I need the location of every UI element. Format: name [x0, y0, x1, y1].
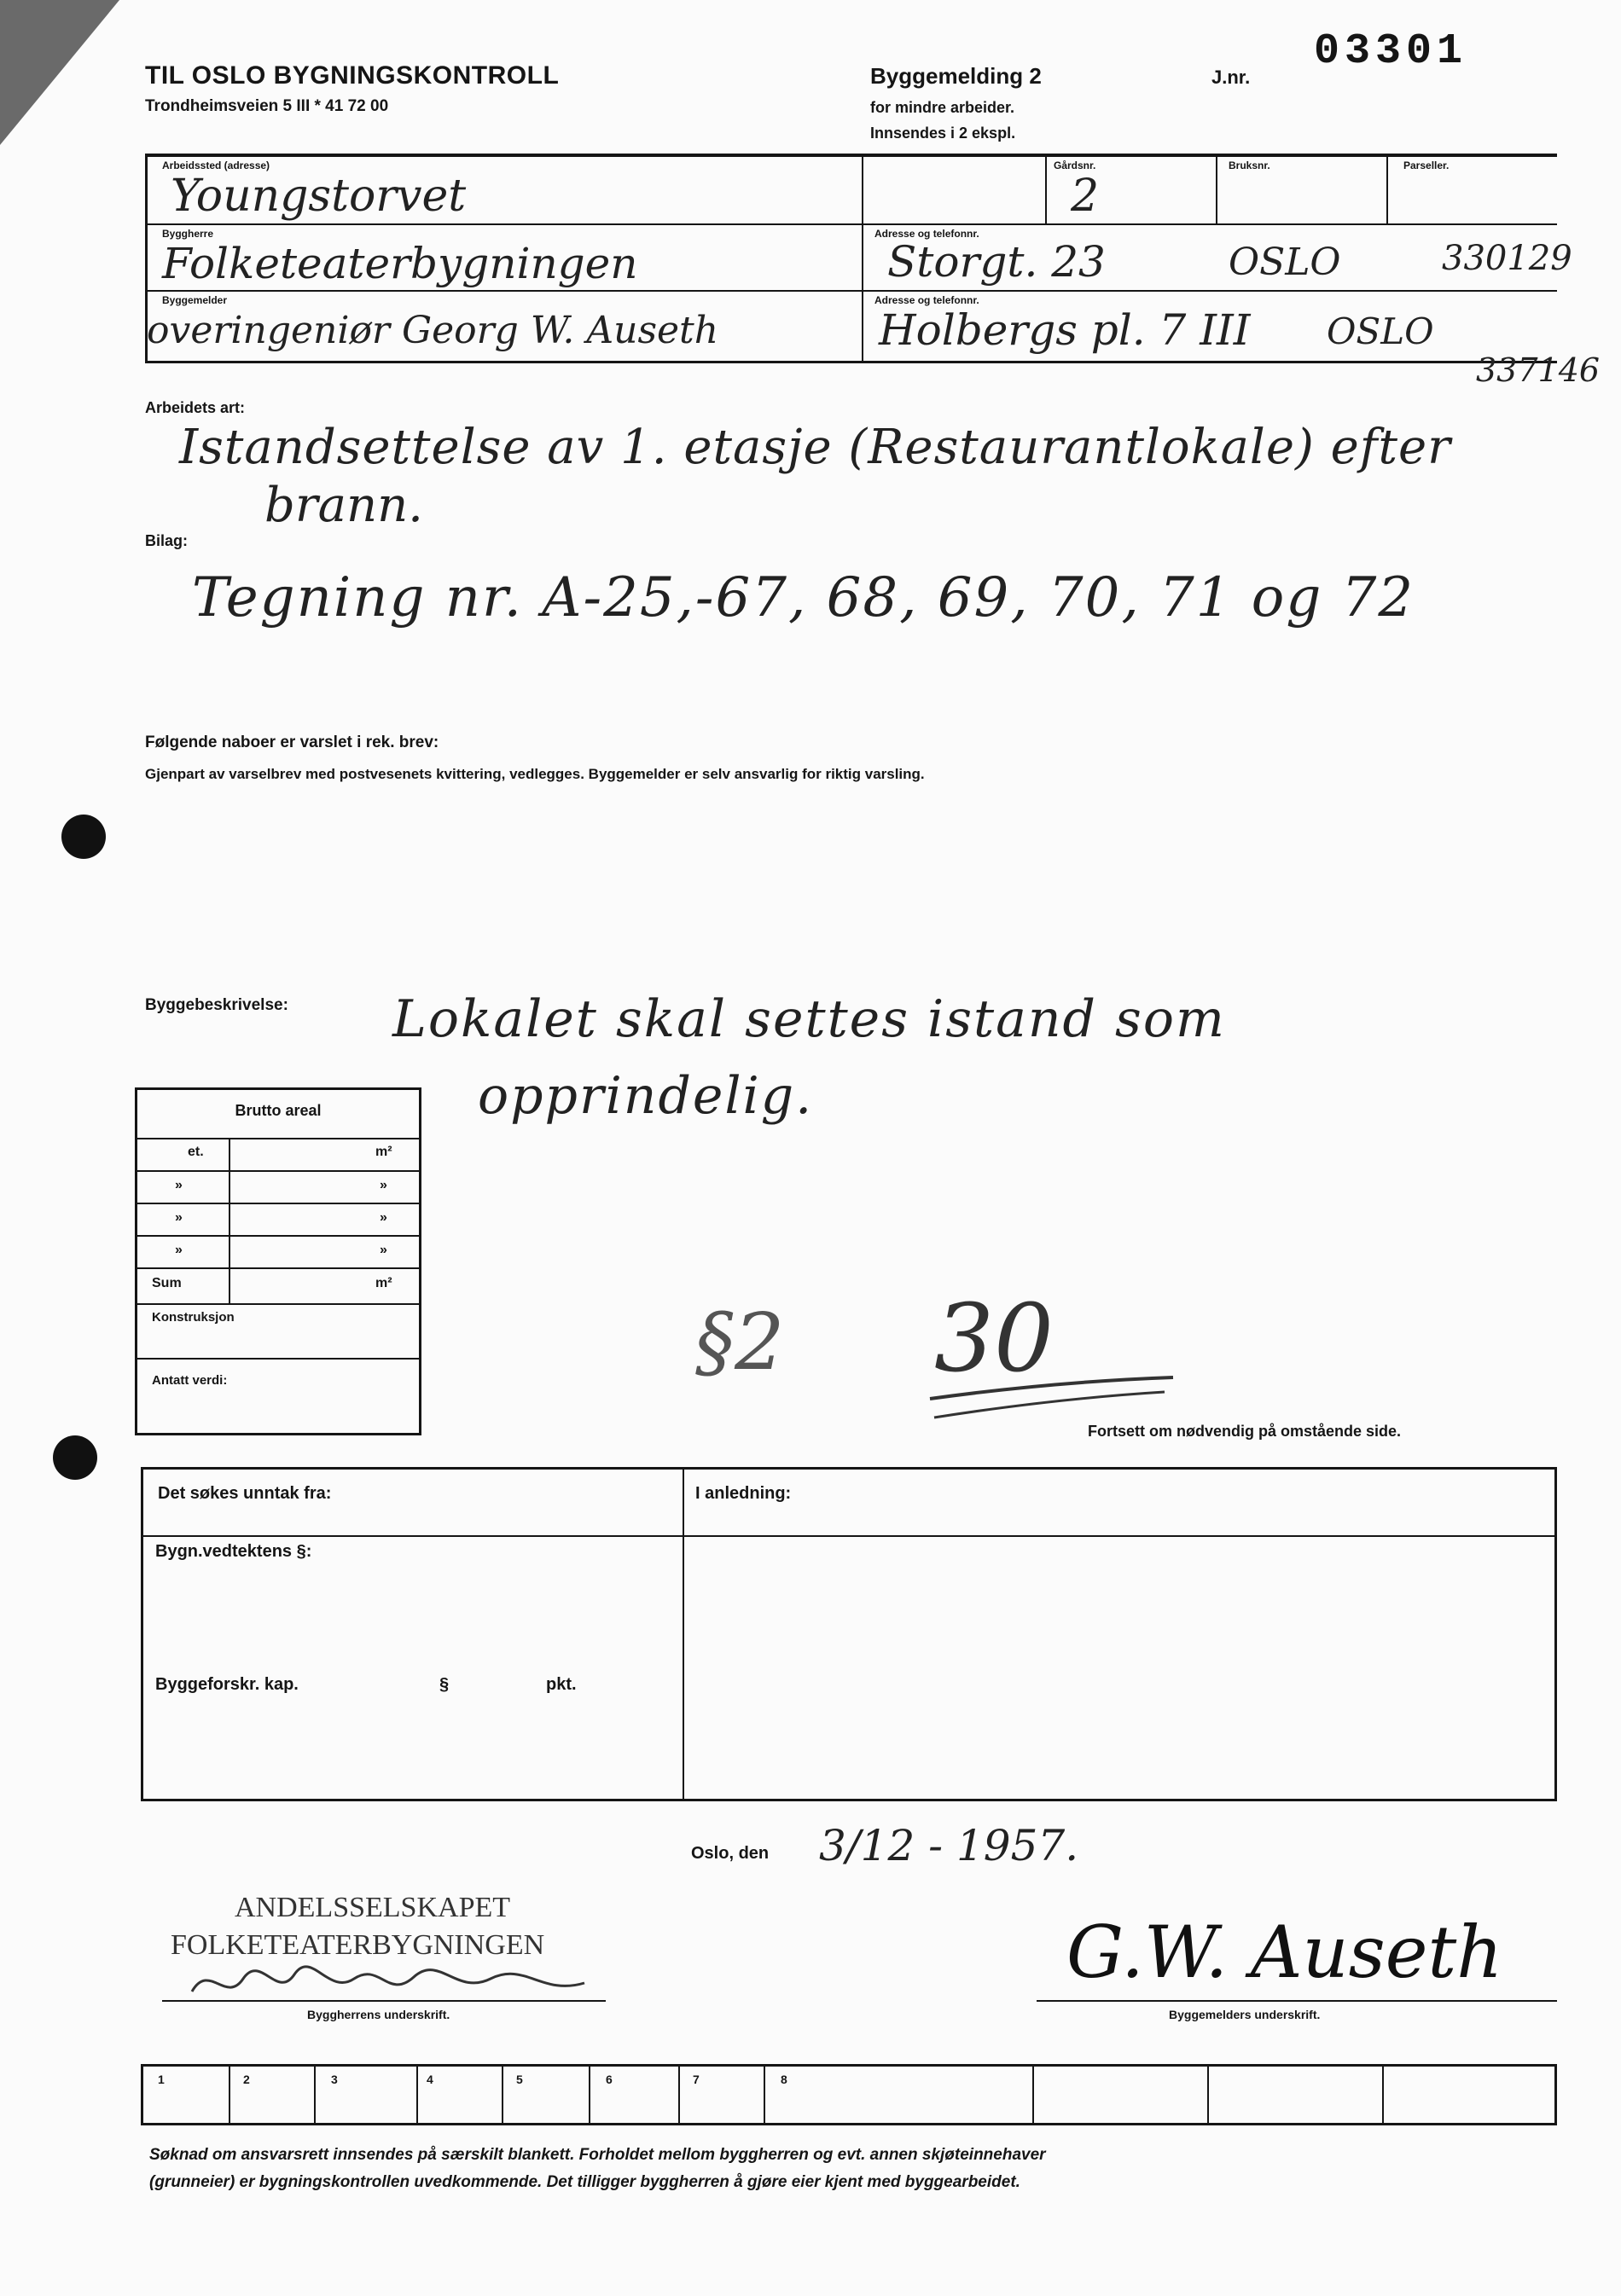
- byggherre-address: Storgt. 23: [887, 237, 1106, 287]
- forskr-label: Byggeforskr. kap.: [155, 1675, 299, 1694]
- byggebeskrivelse-line2: opprindelig.: [478, 1066, 814, 1126]
- cell-number-3: 3: [331, 2073, 338, 2086]
- cell-number-4: 4: [427, 2073, 433, 2086]
- office-title: TIL OSLO BYGNINGSKONTROLL: [145, 61, 560, 90]
- byggemelder-phone: 337146: [1476, 351, 1601, 389]
- num-divider-3: [416, 2064, 418, 2125]
- company-stamp-line1: ANDELSSELSKAPET: [235, 1892, 511, 1923]
- areal-title: Brutto areal: [235, 1102, 322, 1119]
- company-stamp-line2: FOLKETEATERBYGNINGEN: [171, 1929, 545, 1961]
- date-label: Oslo, den: [691, 1844, 770, 1863]
- areal-col-line: [229, 1138, 230, 1303]
- areal-row-line-7: [135, 1358, 421, 1360]
- areal-ditto-1a: »: [175, 1178, 183, 1192]
- naboer-note: Gjenpart av varselbrev med postvesenets kvittering, vedlegges. Byggemelder er selv ansvarlig for riktig varsling.: [145, 766, 925, 782]
- arbeidssted-value: Youngstorvet: [171, 171, 467, 222]
- areal-et-label: et.: [188, 1145, 204, 1159]
- byggemelder-adr-label: Adresse og telefonnr.: [874, 294, 979, 306]
- bilag-value: Tegning nr. A-25,-67, 68, 69, 70, 71 og 72: [192, 566, 1415, 629]
- forskr-pkt-label: pkt.: [546, 1675, 577, 1694]
- num-divider-2: [314, 2064, 316, 2125]
- areal-unit-1: m²: [375, 1145, 392, 1159]
- byggemelder-label: Byggemelder: [162, 294, 228, 306]
- forskr-para-label: §: [439, 1675, 450, 1694]
- cell-number-8: 8: [781, 2073, 787, 2086]
- top-table-top-border: [145, 154, 1557, 157]
- jnr-label: J.nr.: [1211, 67, 1251, 88]
- gardsnr-label: Gårdsnr.: [1054, 159, 1096, 171]
- areal-row-line-6: [135, 1303, 421, 1305]
- byggherre-value: Folketeaterbygningen: [162, 239, 638, 288]
- num-divider-1: [229, 2064, 230, 2125]
- num-divider-5: [589, 2064, 590, 2125]
- num-divider-10: [1382, 2064, 1384, 2125]
- top-table-row-divider-2: [145, 290, 1557, 292]
- areal-row-line-2: [135, 1170, 421, 1172]
- byggebeskrivelse-line1: Lokalet skal settes istand som: [392, 989, 1226, 1049]
- byggherre-signature-line: [162, 2000, 606, 2002]
- cell-number-6: 6: [606, 2073, 613, 2086]
- top-table-col-divider: [862, 154, 863, 362]
- stamp-number: 30: [934, 1284, 1054, 1393]
- arbeidets-art-label: Arbeidets art:: [145, 399, 246, 416]
- top-table-col-parseller: [1386, 154, 1388, 225]
- unntak-label: Det søkes unntak fra:: [158, 1484, 332, 1503]
- byggemelder-city: OSLO: [1327, 310, 1434, 352]
- byggherre-phone: 330129: [1442, 239, 1572, 278]
- form-title: Byggemelding 2: [870, 63, 1042, 89]
- areal-ditto-2a: »: [175, 1210, 183, 1225]
- bruksnr-label: Bruksnr.: [1229, 159, 1270, 171]
- vedtekt-label: Bygn.vedtektens §:: [155, 1542, 312, 1561]
- areal-ditto-3a: »: [175, 1243, 183, 1257]
- top-table-col-gardsnr: [1045, 154, 1047, 225]
- areal-ditto-3b: »: [380, 1243, 387, 1257]
- num-divider-9: [1207, 2064, 1209, 2125]
- areal-row-line-1: [135, 1138, 421, 1139]
- footer-line2: (grunneier) er bygningskontrollen uvedkommende. Det tilligger byggherren å gjøre eier kjent med byggearbeidet.: [149, 2173, 1020, 2191]
- punch-hole-bottom: [53, 1435, 97, 1480]
- unntak-row-line: [141, 1535, 1557, 1537]
- form-subtitle-2: Innsendes i 2 ekspl.: [870, 125, 1016, 142]
- top-table-col-bruksnr: [1216, 154, 1217, 225]
- areal-row-line-3: [135, 1203, 421, 1204]
- anledning-label: I anledning:: [695, 1484, 792, 1503]
- top-table-bottom-border: [145, 361, 1557, 363]
- folded-corner: [0, 0, 119, 145]
- punch-hole-top: [61, 815, 106, 859]
- areal-row-line-4: [135, 1235, 421, 1237]
- footer-line1: Søknad om ansvarsrett innsendes på særskilt blankett. Forholdet mellom byggherren og evt. annen skjøteinnehaver: [149, 2146, 1046, 2164]
- top-table-row-divider-1: [145, 223, 1557, 225]
- byggemelder-signature: G.W. Auseth: [1066, 1910, 1503, 1994]
- underline-strokes: [926, 1365, 1182, 1424]
- cell-number-5: 5: [516, 2073, 523, 2086]
- areal-row-line-5: [135, 1267, 421, 1269]
- areal-ditto-1b: »: [380, 1178, 387, 1192]
- konstruksjon-label: Konstruksjon: [152, 1310, 235, 1325]
- arbeidets-art-line1: Istandsettelse av 1. etasje (Restaurantlokale) efter: [179, 420, 1451, 475]
- byggherre-signature-label: Byggherrens underskrift.: [307, 2008, 450, 2021]
- byggemelder-signature-line: [1037, 2000, 1557, 2002]
- bilag-label: Bilag:: [145, 532, 189, 549]
- byggemelder-signature-label: Byggemelders underskrift.: [1169, 2008, 1321, 2021]
- date-value: 3/12 - 1957.: [819, 1821, 1079, 1870]
- byggemelder-address: Holbergs pl. 7 III: [879, 305, 1251, 355]
- unntak-col-line: [683, 1467, 684, 1801]
- paragraph-mark: §2: [695, 1296, 785, 1388]
- office-address: Trondheimsveien 5 III * 41 72 00: [145, 97, 389, 115]
- numbered-cells-row: [141, 2064, 1557, 2125]
- num-divider-7: [764, 2064, 765, 2125]
- byggherre-adr-label: Adresse og telefonnr.: [874, 228, 979, 240]
- areal-sum-label: Sum: [152, 1276, 182, 1290]
- fortsett-note: Fortsett om nødvendig på omstående side.: [1088, 1423, 1402, 1440]
- form-subtitle-1: for mindre arbeider.: [870, 99, 1015, 116]
- byggebeskrivelse-label: Byggebeskrivelse:: [145, 996, 288, 1014]
- num-divider-6: [678, 2064, 680, 2125]
- areal-unit-sum: m²: [375, 1276, 392, 1290]
- unntak-box: [141, 1467, 1557, 1801]
- arbeidets-art-line2: brann.: [264, 478, 423, 533]
- arbeidssted-label: Arbeidssted (adresse): [162, 159, 270, 171]
- byggherre-signature-scribble: [183, 1953, 593, 2013]
- num-divider-8: [1032, 2064, 1034, 2125]
- gardsnr-value: 2: [1071, 171, 1100, 222]
- naboer-label: Følgende naboer er varslet i rek. brev:: [145, 733, 439, 751]
- byggherre-label: Byggherre: [162, 228, 214, 240]
- areal-ditto-2b: »: [380, 1210, 387, 1225]
- byggherre-city: OSLO: [1229, 241, 1341, 284]
- num-divider-4: [502, 2064, 503, 2125]
- byggemelder-value: overingeniør Georg W. Auseth: [147, 309, 719, 352]
- cell-number-1: 1: [158, 2073, 165, 2086]
- cell-number-2: 2: [243, 2073, 250, 2086]
- parseller-label: Parseller.: [1403, 159, 1450, 171]
- antatt-verdi-label: Antatt verdi:: [152, 1373, 228, 1388]
- cell-number-7: 7: [693, 2073, 700, 2086]
- jnr-number: 03301: [1314, 27, 1468, 76]
